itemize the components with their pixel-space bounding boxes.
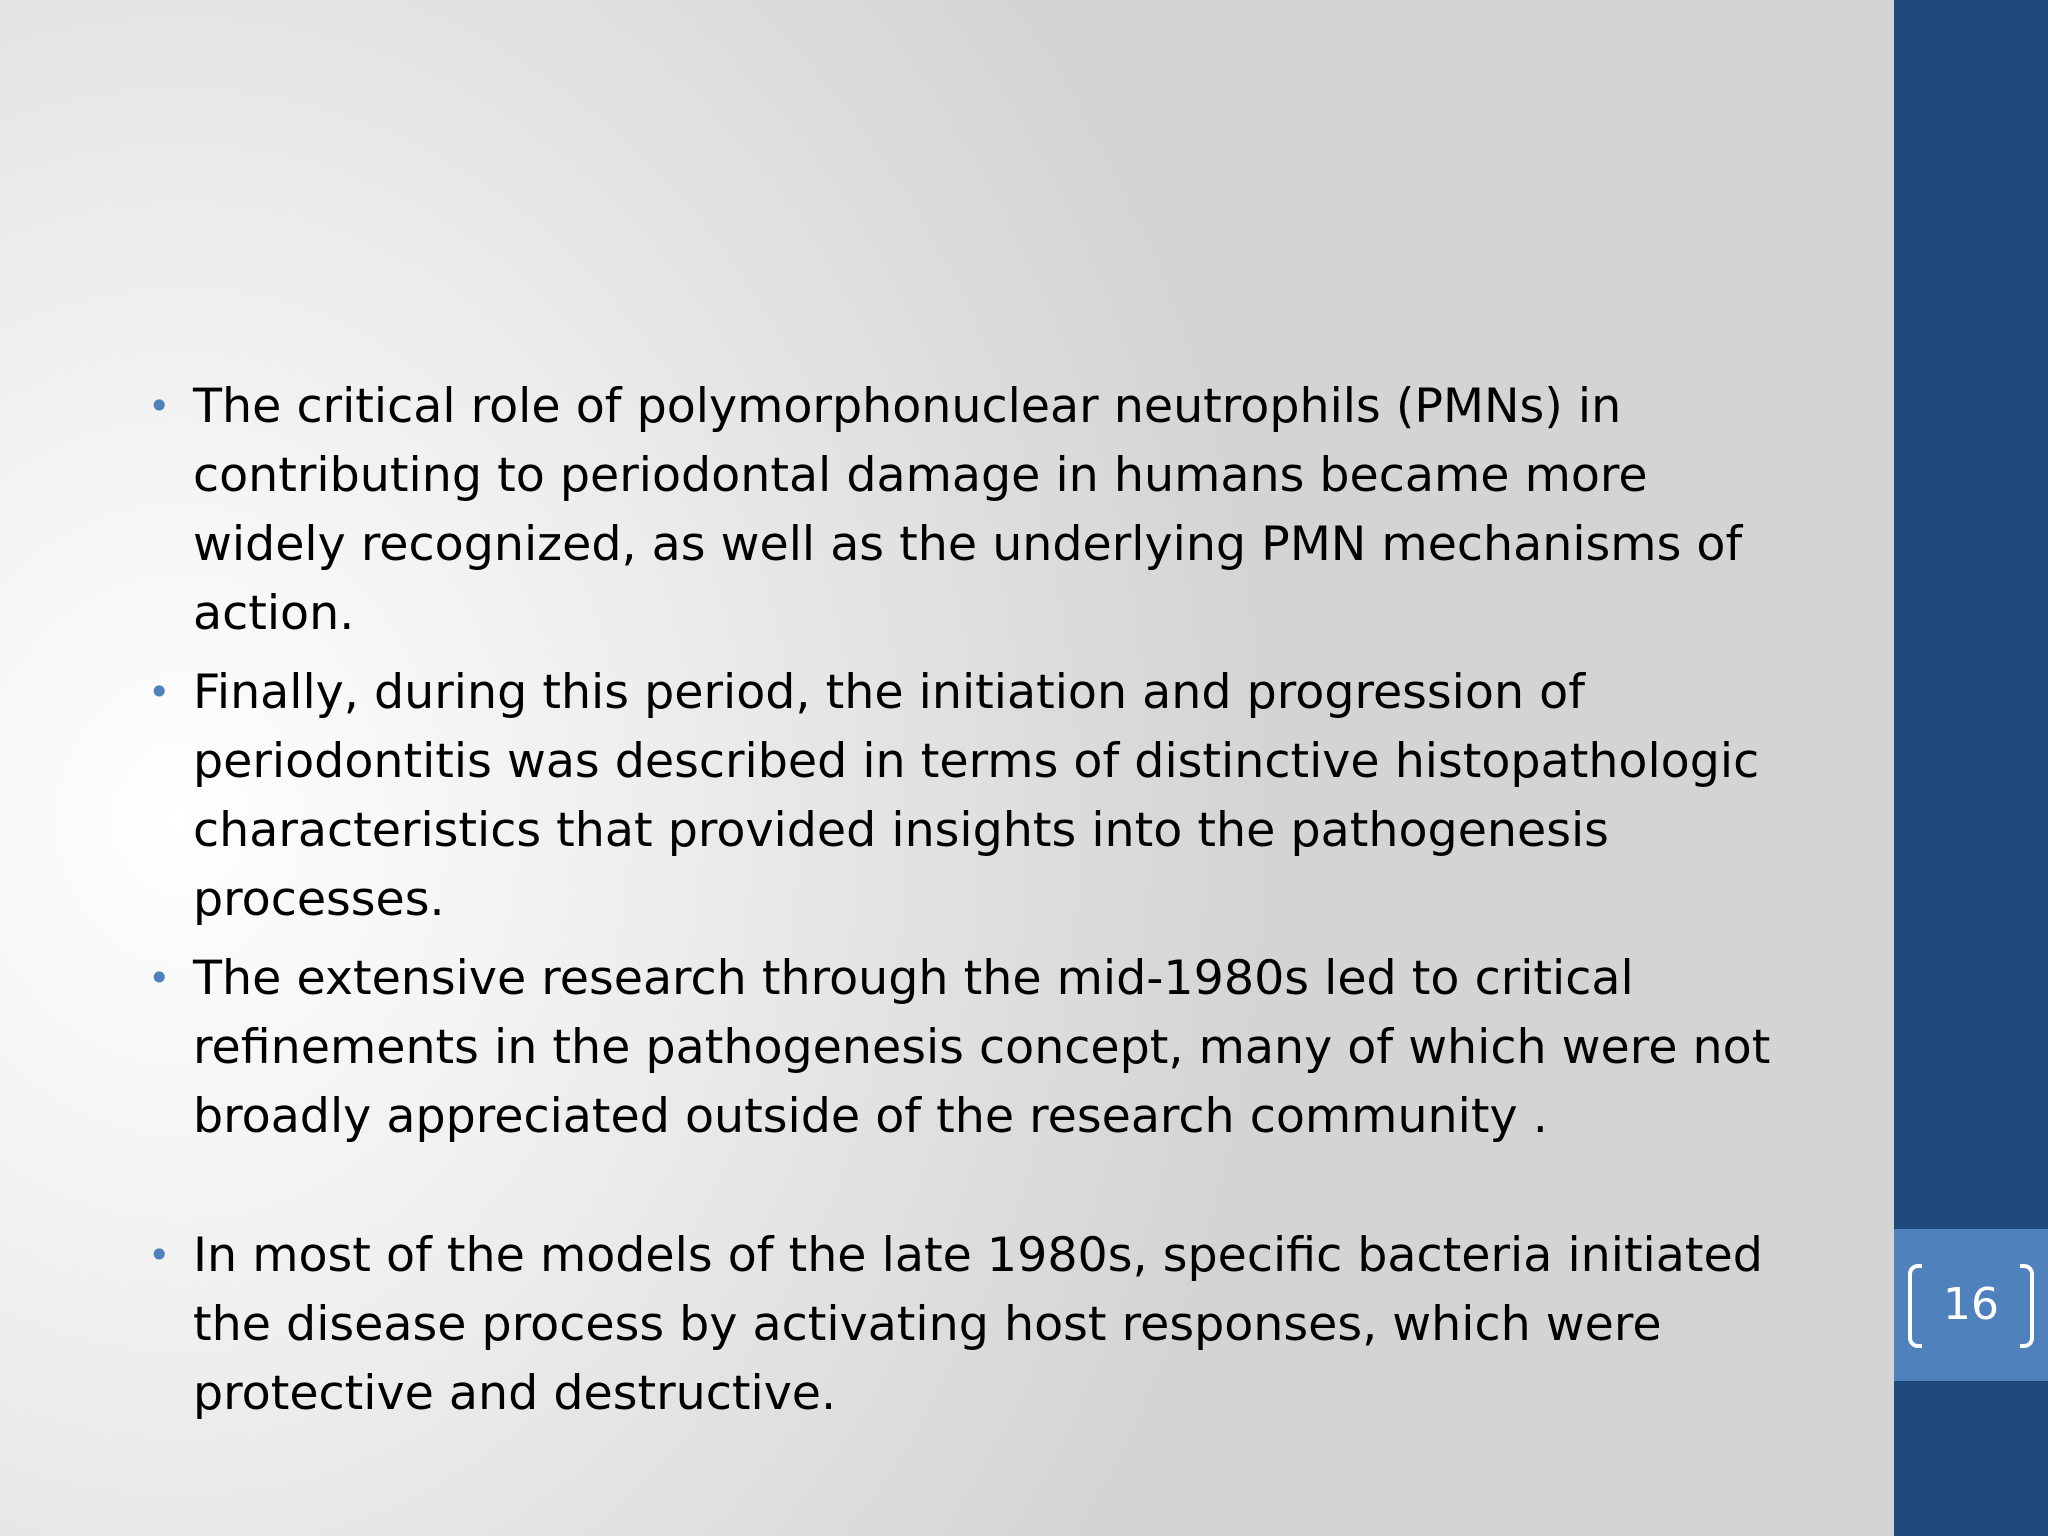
bullet-icon: •: [148, 384, 171, 428]
bullet-item: [140, 944, 1800, 1151]
bullet-text: In most of the models of the late 1980s, specific bacteria initiated the disease process by activating host responses, which were protective and destructive.: [193, 1228, 1763, 1421]
bullet-item: [140, 372, 1800, 648]
bullet-text: The critical role of polymorphonuclear neutrophils (PMNs) in contributing to periodontal damage in humans became more widely recognized, as well as the underlying PMN mechanisms of action.: [193, 379, 1743, 641]
page-number-badge: [1894, 1229, 2048, 1381]
bullet-text: The extensive research through the mid-1980s led to critical refinements in the pathogenesis concept, many of which were not broadly appreciated outside of the research community .: [193, 951, 1771, 1144]
bullet-icon: •: [148, 956, 171, 1000]
bullet-icon: •: [148, 670, 171, 714]
bullet-icon: •: [148, 1233, 171, 1277]
slide-content: [140, 372, 1800, 1438]
bullet-item: [140, 658, 1800, 934]
page-number: 16: [1943, 1279, 1999, 1330]
bullet-text: Finally, during this period, the initiation and progression of periodontitis was described in terms of distinctive histopathologic characteristics that provided insights into the pathogenesis processes.: [193, 665, 1760, 927]
bullet-item: [140, 1221, 1800, 1428]
